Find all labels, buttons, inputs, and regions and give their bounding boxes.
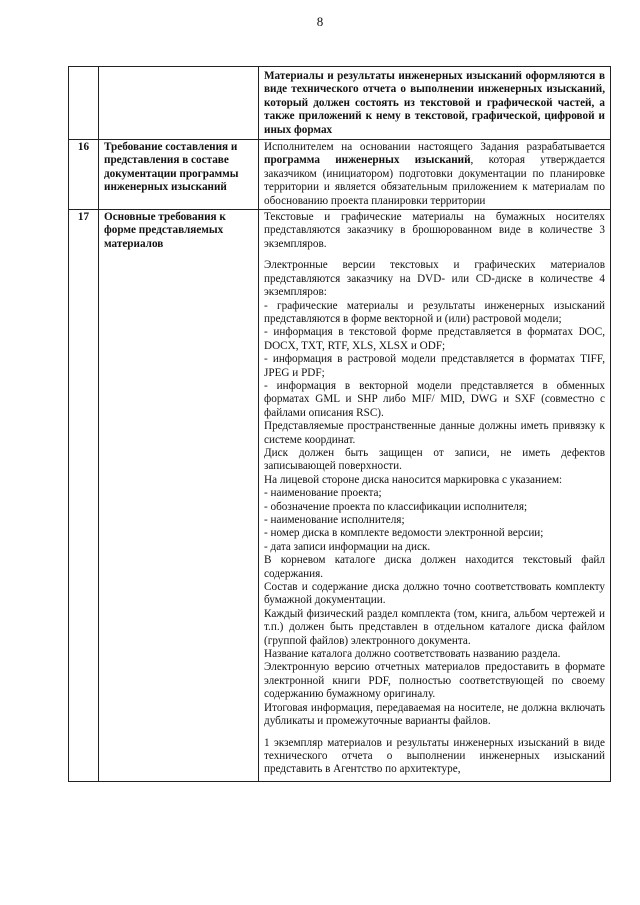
row-requirement-text [259, 140, 611, 210]
table-row [69, 140, 611, 210]
list-item: - наименование исполнителя; [264, 514, 405, 526]
text-segment: , которая утверждается заказчиком (инициатором) подготовки документации по планировке территории и является обязательным приложением к материалам по обоснованию проекта планировки территории [264, 154, 605, 207]
paragraph: Состав и содержание диска должно точно соответствовать комплекту бумажной документации. [264, 581, 605, 607]
row-requirement-name: Требование составления и представления в составе документации программы инженерных изысканий [99, 140, 259, 210]
text-segment: Исполнителем на основании настоящего Задания разрабатывается [264, 141, 605, 154]
paragraph: На лицевой стороне диска наносится маркировка с указанием: [264, 473, 563, 486]
paragraph: Каждый физический раздел комплекта (том, книга, альбом чертежей и т.п.) должен быть представлен в отдельном каталоге диска файлом (группой файлов) электронного документа. [264, 607, 605, 647]
row-requirement-name: Основные требования к форме представляемых материалов [99, 210, 259, 782]
page-number: 8 [316, 14, 324, 29]
row-number: 16 [69, 140, 99, 210]
requirements-table [68, 66, 611, 782]
continued-cell [264, 777, 605, 781]
emphasized-term: программа инженерных изысканий [264, 154, 471, 167]
paragraph: В корневом каталоге диска должен находится текстовый файл содержания. [264, 554, 605, 580]
paragraph: Диск должен быть защищен от записи, не иметь дефектов записывающей поверхности. [264, 446, 605, 473]
paragraph: Название каталога должно соответствовать названию раздела. [264, 648, 561, 661]
list-item: - обозначение проекта по классификации исполнителя; [264, 500, 528, 513]
paragraph: Электронную версию отчетных материалов предоставить в формате электронной книги PDF, полностью соответствующей по своему содержанию бумажному оригиналу. [264, 661, 605, 701]
row-number [69, 67, 99, 140]
table-row [69, 210, 611, 782]
row-requirement-text [259, 210, 611, 782]
list-item: - информация в векторной модели представляется в обменных форматах GML и SHP либо MIF/ MID, DWG и SXF (совместно с файлами описания RSC). [264, 379, 605, 419]
list-item: - информация в растровой модели представляется в форматах TIFF, JPEG и PDF; [264, 353, 605, 379]
list-item: - наименование проекта; [264, 487, 382, 500]
paragraph: 1 экземпляр материалов и результаты инженерных изысканий в виде технического отчета о выполнении инженерных изысканий представить в Агентство по архитектуре, [264, 736, 605, 776]
paragraph: Текстовые и графические материалы на бумажных носителях представляются заказчику в брошюрованном виде в количестве 3 экземпляров. [264, 211, 605, 250]
list-item: - дата записи информации на диск. [264, 540, 431, 553]
list-item: - графические материалы и результаты инженерных изысканий представляются в форме векторной и (или) растровой модели; [264, 299, 605, 325]
table-row [69, 67, 611, 140]
list-item: - номер диска в комплекте ведомости электронной версии; [264, 527, 544, 540]
paragraph: Итоговая информация, передаваемая на носителе, не должна включать дубликаты и промежуточные варианты файлов. [264, 701, 605, 728]
row-number: 17 [69, 210, 99, 782]
list-item: - информация в текстовой форме представляется в форматах DOC, DOCX, TXT, RTF, XLS, XLSX и ODF; [264, 326, 605, 352]
paragraph: Представляемые пространственные данные должны иметь привязку к системе координат. [264, 420, 605, 446]
row-requirement-text: Материалы и результаты инженерных изысканий оформляются в виде технического отчета о выполнении инженерных изысканий, который должен состоять из текстовой и графической частей, а также приложений к нему в текстовой, графической, цифровой и иных формах [259, 67, 611, 140]
paragraph: Электронные версии текстовых и графических материалов представляются заказчику на DVD- или CD-диске в количестве 4 экземпляров: [264, 259, 605, 299]
row-requirement-name [99, 67, 259, 140]
